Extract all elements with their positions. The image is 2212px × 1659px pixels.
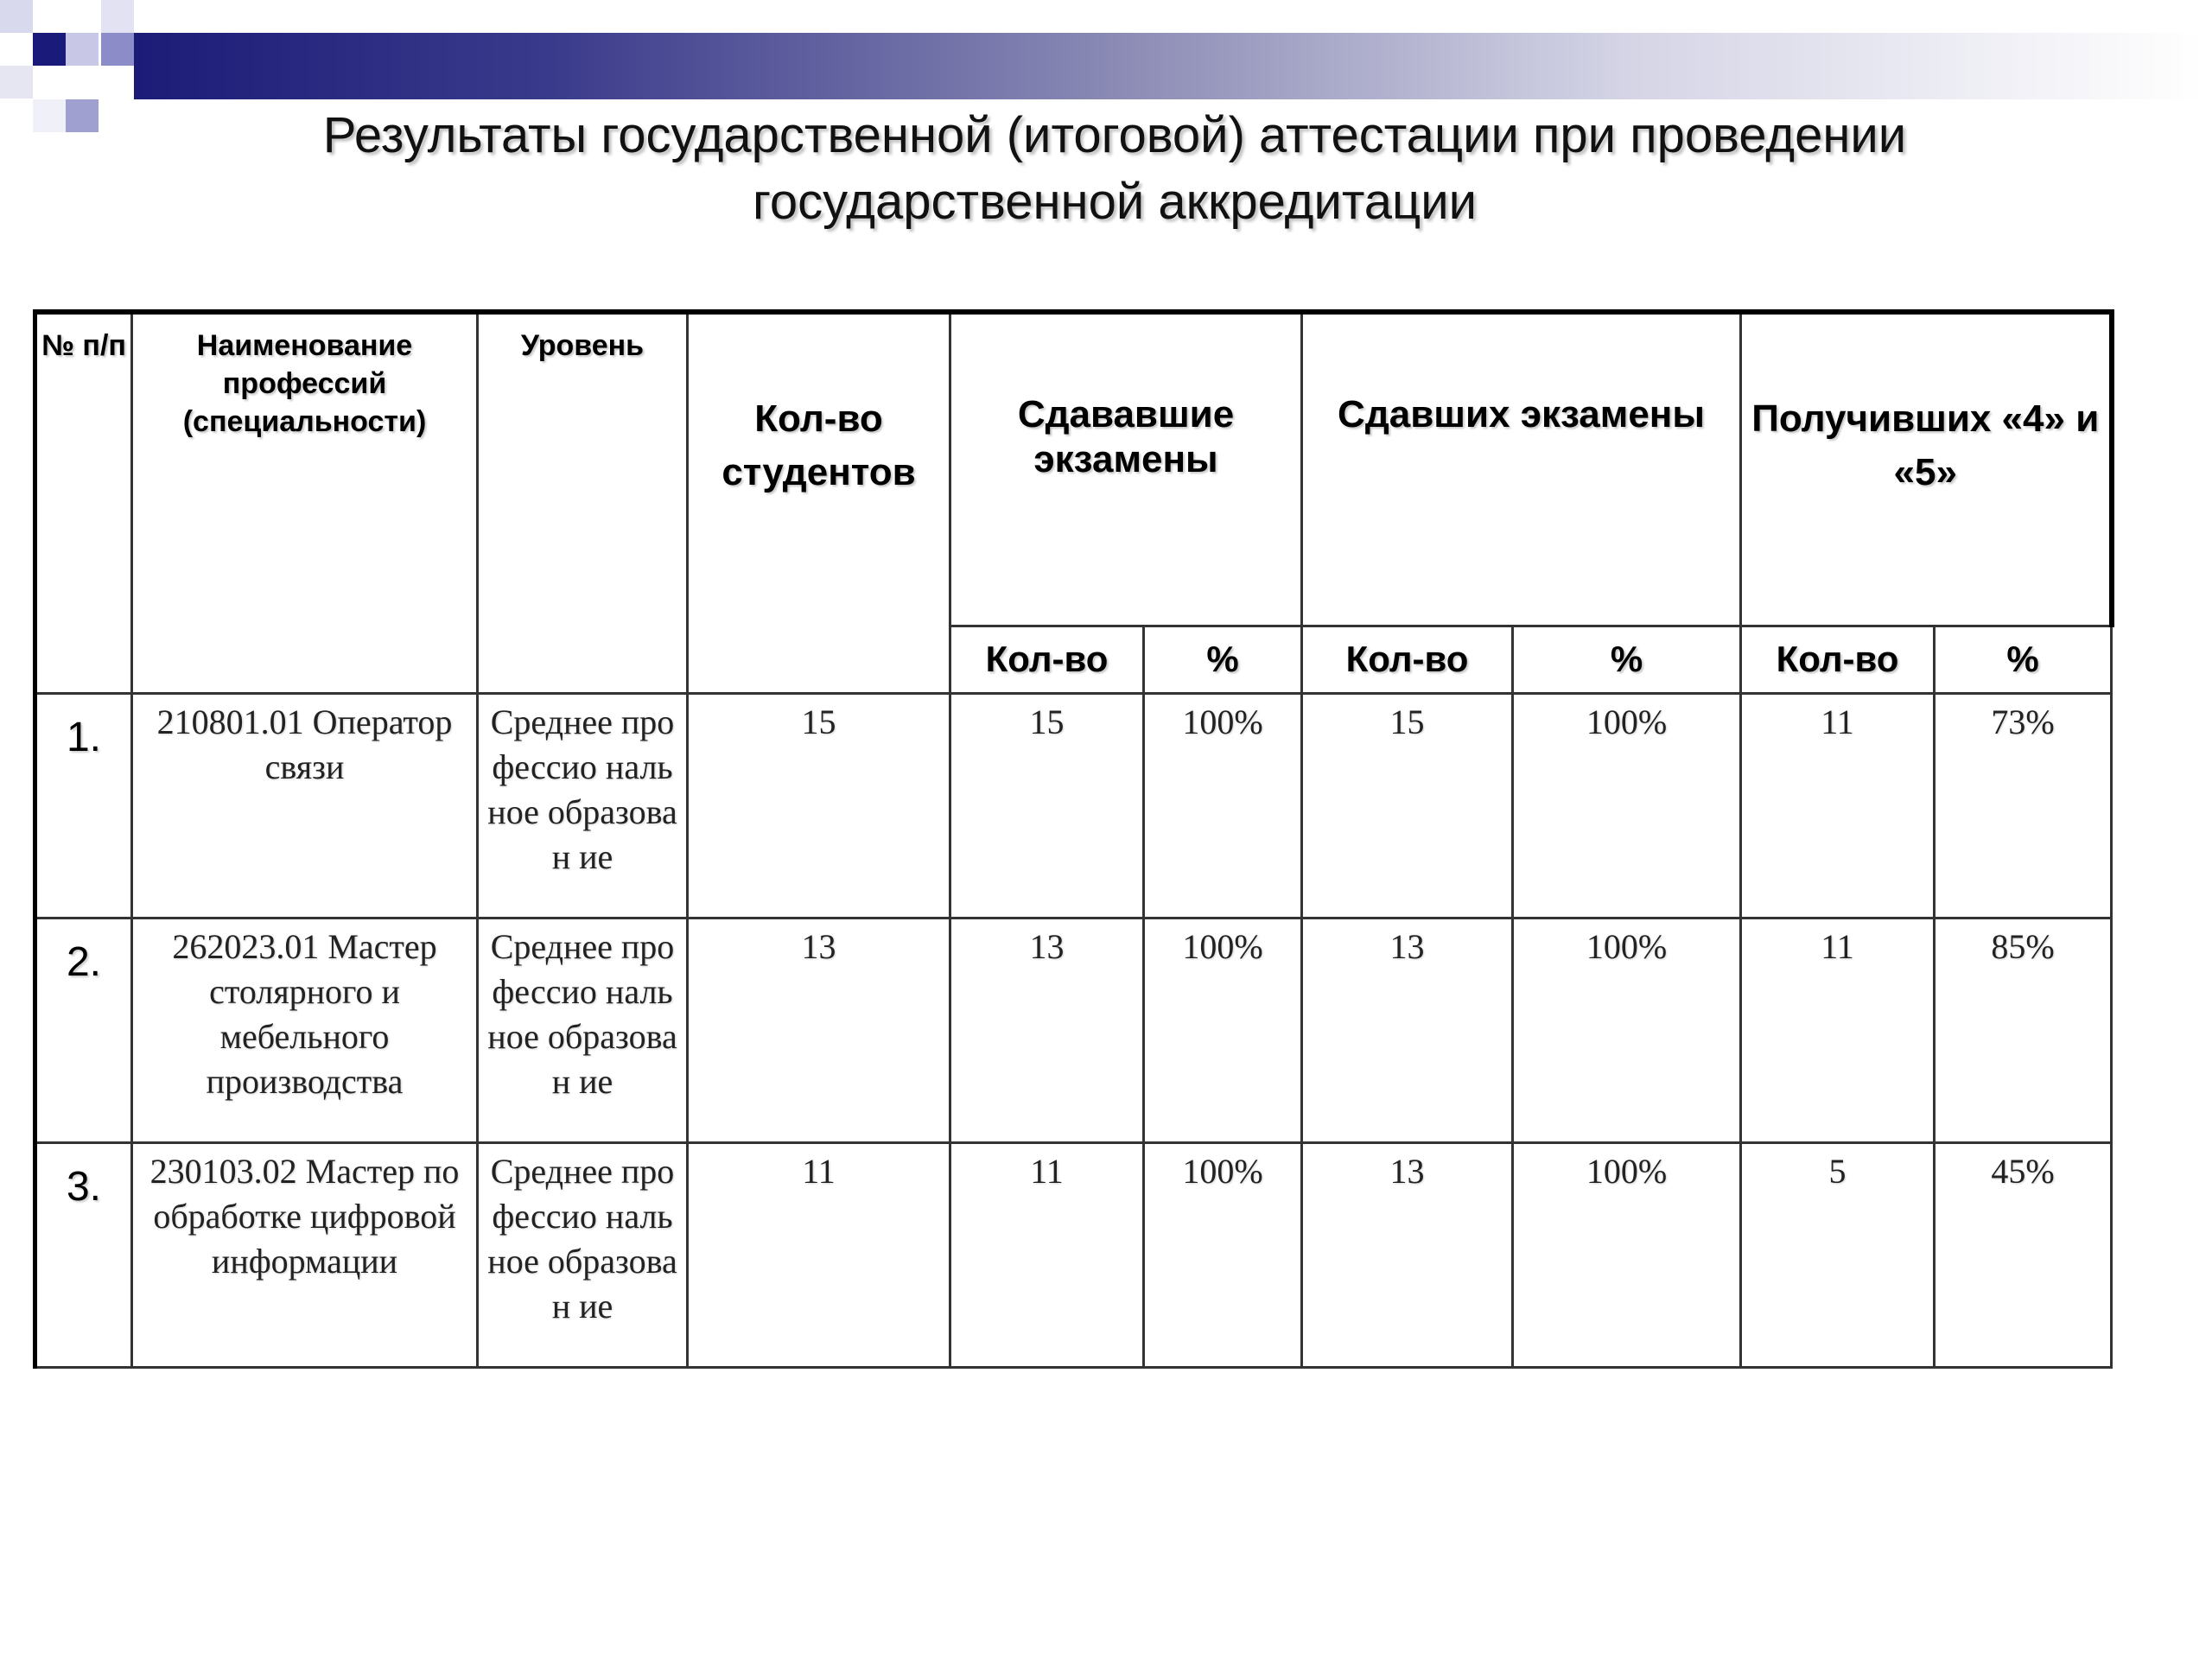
- passed-count: 13: [1302, 918, 1513, 1142]
- took-pct: 100%: [1144, 1142, 1302, 1367]
- good-pct: 73%: [1935, 693, 2112, 918]
- header-row: [35, 312, 2112, 626]
- header-students: Кол-во студентов: [688, 312, 950, 693]
- subheader-good-count: Кол-во: [1741, 626, 1935, 693]
- took-count: 13: [950, 918, 1144, 1142]
- subheader-good-pct: %: [1935, 626, 2112, 693]
- decor-square: [0, 66, 33, 99]
- took-pct: 100%: [1144, 918, 1302, 1142]
- subheader-took-pct: %: [1144, 626, 1302, 693]
- education-level: Среднее профессио нальное образован ие: [478, 1142, 688, 1367]
- profession-name: 210801.01 Оператор связи: [132, 693, 478, 918]
- took-count: 11: [950, 1142, 1144, 1367]
- header-took: Сдававшие экзамены: [950, 312, 1302, 626]
- good-count: 11: [1741, 693, 1935, 918]
- students-count: 13: [688, 918, 950, 1142]
- row-number: 3.: [35, 1142, 132, 1367]
- table-row: [35, 693, 2112, 918]
- row-number: 2.: [35, 918, 132, 1142]
- passed-pct: 100%: [1513, 918, 1741, 1142]
- subheader-took-count: Кол-во: [950, 626, 1144, 693]
- subheader-passed-count: Кол-во: [1302, 626, 1513, 693]
- good-count: 5: [1741, 1142, 1935, 1367]
- good-pct: 45%: [1935, 1142, 2112, 1367]
- profession-name: 262023.01 Мастер столярного и мебельного производства: [132, 918, 478, 1142]
- results-table: [33, 309, 2114, 1369]
- header-gradient-band: [134, 33, 2203, 99]
- header-passed: Сдавших экзамены: [1302, 312, 1741, 626]
- decor-square: [33, 33, 66, 66]
- subheader-passed-pct: %: [1513, 626, 1741, 693]
- decor-square: [101, 0, 134, 33]
- passed-count: 13: [1302, 1142, 1513, 1367]
- table-row: [35, 1142, 2112, 1367]
- table-row: [35, 918, 2112, 1142]
- slide-title: Результаты государственной (итоговой) аттестации при проведении государственной аккредитации: [322, 107, 1907, 230]
- decor-square: [66, 33, 99, 66]
- good-count: 11: [1741, 918, 1935, 1142]
- passed-pct: 100%: [1513, 1142, 1741, 1367]
- decor-square: [66, 99, 99, 132]
- decor-square: [101, 33, 134, 66]
- decor-square: [33, 99, 66, 132]
- profession-name: 230103.02 Мастер по обработке цифровой информации: [132, 1142, 478, 1367]
- students-count: 15: [688, 693, 950, 918]
- education-level: Среднее профессио нальное образован ие: [478, 693, 688, 918]
- good-pct: 85%: [1935, 918, 2112, 1142]
- took-pct: 100%: [1144, 693, 1302, 918]
- passed-pct: 100%: [1513, 693, 1741, 918]
- row-number: 1.: [35, 693, 132, 918]
- header-good: Получивших «4» и «5»: [1741, 312, 2112, 626]
- took-count: 15: [950, 693, 1144, 918]
- students-count: 11: [688, 1142, 950, 1367]
- decor-square: [0, 0, 33, 33]
- header-name: Наименование профессий (специальности): [132, 312, 478, 693]
- header-num: № п/п: [35, 312, 132, 693]
- passed-count: 15: [1302, 693, 1513, 918]
- header-level: Уровень: [478, 312, 688, 693]
- education-level: Среднее профессио нальное образован ие: [478, 918, 688, 1142]
